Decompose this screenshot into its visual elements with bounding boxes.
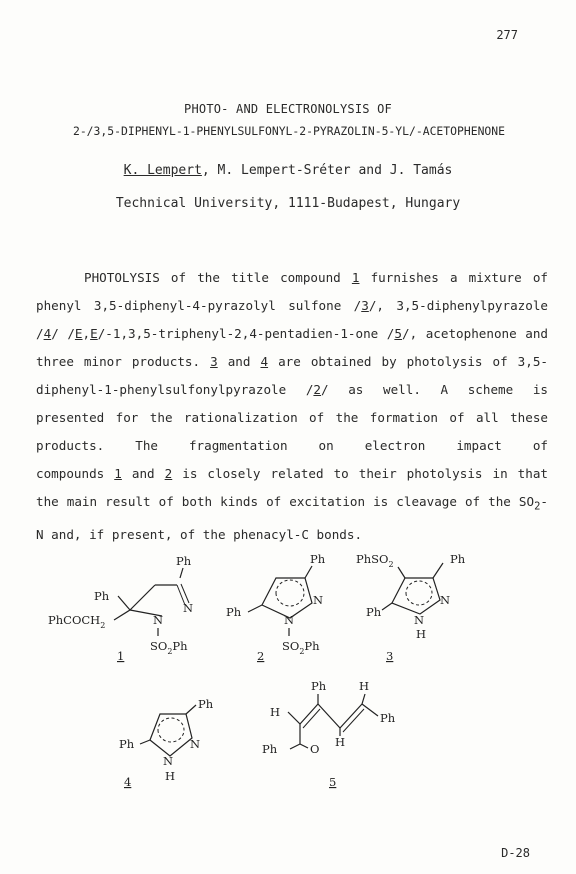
structure-4: [119, 697, 214, 789]
s1-ph-left: Ph: [94, 589, 110, 603]
s2-n-bottom: N: [284, 613, 295, 627]
abstract-text: /, acetophenone and three minor products.: [36, 326, 549, 369]
compound-ref: 3: [361, 298, 369, 313]
chemical-structures: [0, 540, 576, 840]
stereo-label: E: [90, 326, 98, 341]
structure-1: [48, 554, 193, 663]
s3-n-right: N: [440, 593, 451, 607]
s1-ph-top: Ph: [176, 554, 192, 568]
s1-label: 1: [117, 649, 125, 663]
structure-3: [356, 552, 466, 663]
compound-ref: 4: [260, 354, 269, 369]
abstract-text: and: [131, 466, 155, 481]
authors: [0, 163, 576, 178]
compound-ref: 1: [114, 466, 122, 481]
s1-so2ph: $SO_2Ph$: [150, 639, 188, 656]
abstract-text: ,: [82, 326, 91, 341]
abstract-text: -N and, if present, of the phenacyl-C bonds.: [36, 494, 548, 542]
s5-o: O: [310, 742, 320, 756]
author-first: K. Lempert: [123, 163, 202, 178]
compound-ref: 5: [394, 326, 402, 341]
s5-ph-left: Ph: [262, 742, 278, 756]
compound-ref: 1: [351, 270, 360, 285]
s4-ph-top: Ph: [198, 697, 214, 711]
s2-label: 2: [257, 649, 265, 663]
stereo-label: E: [74, 326, 83, 341]
structure-2: [226, 552, 326, 663]
abstract-text: are obtained by photolysis of 3,5-diphenyl-1-phenylsulfonylpyrazole /: [36, 354, 548, 397]
s3-h: H: [416, 627, 427, 641]
page-number: 277: [496, 28, 518, 42]
abstract-paragraph: [36, 264, 548, 549]
s3-label: 3: [386, 649, 394, 663]
s4-n-right: N: [190, 737, 201, 751]
abstract-text: /-1,3,5-triphenyl-2,4-pentadien-1-one /: [97, 326, 395, 341]
subscript: 2: [534, 500, 541, 513]
s1-acyl: PhCOCH$_2$: [48, 613, 106, 630]
s5-label: 5: [329, 775, 337, 789]
s5-h2: H: [359, 679, 370, 693]
s2-so2ph: $SO_2Ph$: [282, 639, 320, 656]
abstract-text: / as well. A scheme is presented for the rationalization of the formation of all these products. The fragmentation on electron impact of compounds: [36, 382, 549, 481]
abstract-text: and: [227, 354, 251, 369]
compound-ref: 3: [210, 354, 218, 369]
title-line-2: 2-/3,5-DIPHENYL-1-PHENYLSULFONYL-2-PYRAZOLIN-5-YL/-ACETOPHENONE: [72, 124, 506, 138]
s3-phso2: PhSO$_2$: [356, 552, 394, 569]
s4-n-bottom: N: [163, 754, 174, 768]
s3-n-bottom: N: [414, 613, 425, 627]
s4-ph-left: Ph: [119, 737, 135, 751]
title-line-1: PHOTO- AND ELECTRONOLYSIS OF: [184, 102, 392, 116]
s2-n-right: N: [313, 593, 324, 607]
author-rest: , M. Lempert-Sréter and J. Tamás: [201, 163, 453, 178]
abstract-text: PHOTOLYSIS of the title compound: [84, 270, 341, 285]
affiliation: Technical University, 1111-Budapest, Hungary: [115, 196, 461, 211]
s2-ph-top: Ph: [310, 552, 326, 566]
abstract-text: / /: [51, 326, 75, 341]
compound-ref: 4: [43, 326, 52, 341]
s1-n-bottom: N: [153, 613, 164, 627]
s5-ph: Ph: [311, 679, 327, 693]
footer-code: D-28: [501, 846, 530, 860]
s3-ph-top: Ph: [450, 552, 466, 566]
compound-ref: 2: [313, 382, 322, 397]
s4-label: 4: [124, 775, 132, 789]
abstract-text: is closely related to their photolysis in that the main result of both kinds of excitation is cleavage of the SO: [36, 466, 548, 509]
structure-5: [262, 679, 396, 789]
abstract: [36, 264, 548, 549]
s1-n-right: N: [183, 601, 194, 615]
s4-h: H: [165, 769, 176, 783]
s5-h3: H: [335, 735, 346, 749]
abstract-text: /, 3,5-diphenylpyrazole /: [36, 298, 549, 341]
compound-ref: 2: [164, 466, 173, 481]
s5-h1: H: [270, 705, 281, 719]
s2-ph-left: Ph: [226, 605, 242, 619]
s5-ph-right: Ph: [380, 711, 396, 725]
abstract-text: furnishes a mixture of phenyl 3,5-diphenyl-4-pyrazolyl sulfone /: [36, 270, 548, 313]
s3-ph-left: Ph: [366, 605, 382, 619]
